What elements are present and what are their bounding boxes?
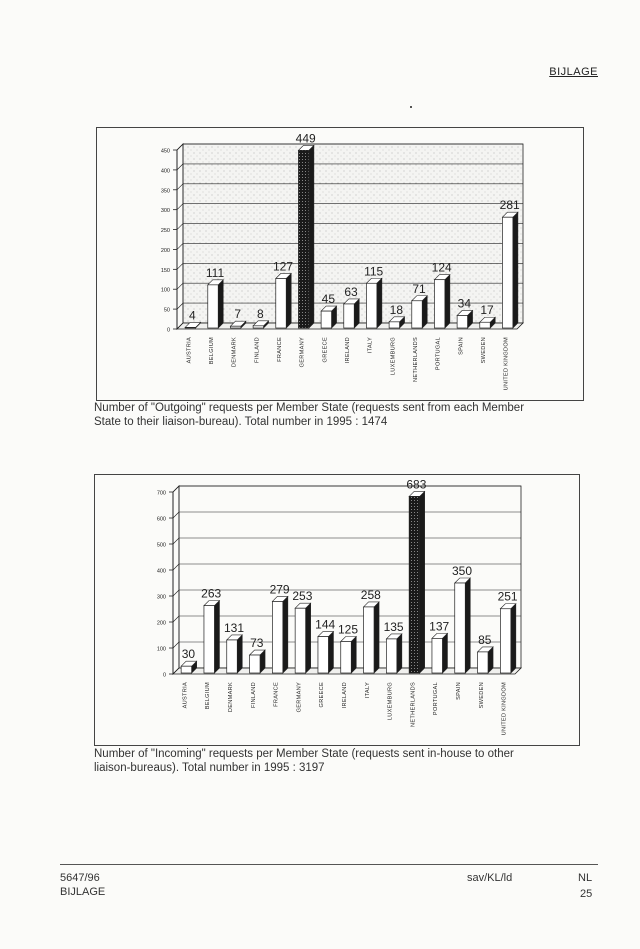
- gridline-diagonal: [177, 303, 183, 309]
- y-tick-label: 200: [160, 247, 170, 254]
- data-label: 350: [451, 564, 473, 578]
- gridline-diagonal: [177, 184, 183, 190]
- gridline-diagonal: [173, 616, 179, 622]
- bar: [480, 322, 490, 328]
- data-label: 258: [360, 587, 381, 602]
- bar: [366, 283, 376, 328]
- data-label: 144: [315, 617, 336, 632]
- incoming-requests-chart: [94, 474, 580, 746]
- bar: [253, 326, 263, 328]
- x-category-label: BELGIUM: [205, 682, 212, 710]
- bar-side: [237, 635, 242, 673]
- y-tick-label: 100: [156, 646, 166, 653]
- incoming-chart-svg: [95, 475, 579, 745]
- gridline-diagonal: [177, 263, 183, 269]
- y-tick-label: 400: [160, 168, 170, 175]
- gridline-diagonal: [173, 642, 179, 648]
- x-category-label: DENMARK: [231, 337, 238, 368]
- outgoing-caption-text: State to their liaison-bureau). Total number in 1995 :: [94, 416, 362, 428]
- x-category-label: ITALY: [367, 337, 374, 354]
- bar: [321, 311, 331, 328]
- bar-side: [351, 637, 356, 674]
- x-category-label: NETHERLANDS: [410, 682, 417, 727]
- bar: [181, 666, 191, 673]
- x-category-label: LUXEMBURG: [387, 682, 394, 721]
- data-label: 63: [344, 284, 358, 299]
- data-label: 85: [478, 632, 492, 647]
- bar: [434, 280, 444, 328]
- data-label: 137: [429, 619, 450, 634]
- data-label: 115: [364, 264, 384, 279]
- bar-side: [397, 634, 402, 673]
- bar-side: [214, 601, 219, 673]
- data-label: 45: [321, 292, 336, 307]
- outgoing-chart-svg: [97, 128, 583, 400]
- data-label: 683: [406, 477, 427, 492]
- y-tick-label: 450: [160, 148, 170, 155]
- data-label: 135: [383, 619, 404, 634]
- chart-side-wall: [177, 144, 183, 329]
- outgoing-chart-caption: [94, 401, 594, 429]
- data-label: 18: [389, 302, 404, 317]
- bar-side: [328, 632, 333, 673]
- bar: [457, 315, 467, 328]
- x-category-label: SWEDEN: [478, 682, 485, 709]
- bar: [295, 608, 305, 673]
- data-label: 131: [223, 620, 245, 635]
- annex-header: BIJLAGE: [549, 66, 598, 78]
- y-tick-label: 400: [156, 568, 166, 575]
- y-tick-label: 250: [160, 228, 170, 235]
- data-label: 71: [412, 281, 426, 296]
- bar-side: [465, 578, 470, 673]
- footer-rule: [60, 864, 598, 865]
- gridline-diagonal: [177, 164, 183, 170]
- data-label: 30: [181, 647, 196, 662]
- x-category-label: DENMARK: [228, 682, 234, 713]
- x-category-label: AUSTRIA: [182, 682, 189, 709]
- x-category-label: NETHERLANDS: [413, 337, 419, 382]
- data-label: 449: [295, 131, 316, 146]
- bar-side: [374, 602, 379, 673]
- bar-side: [420, 491, 425, 673]
- data-label: 281: [499, 198, 520, 213]
- gridline-diagonal: [173, 486, 179, 492]
- gridline-diagonal: [177, 224, 183, 230]
- x-category-label: LUXEMBURG: [390, 337, 397, 376]
- footer-reference: sav/KL/ld: [467, 872, 513, 884]
- bar-side: [513, 212, 518, 328]
- bar-side: [377, 278, 382, 328]
- gridline-diagonal: [173, 590, 179, 596]
- x-category-label: SPAIN: [458, 337, 465, 355]
- data-label: 127: [272, 259, 294, 274]
- x-category-label: IRELAND: [345, 337, 351, 364]
- bar: [298, 150, 308, 328]
- outgoing-caption-line1: Number of "Outgoing" requests per Member State (requests sent from each Member: [94, 402, 525, 414]
- gridline-diagonal: [177, 144, 183, 150]
- bar: [502, 217, 512, 328]
- x-category-label: GREECE: [322, 337, 329, 363]
- y-tick-label: 150: [160, 267, 170, 274]
- data-label: 73: [250, 636, 264, 651]
- y-tick-label: 600: [156, 516, 166, 523]
- speck-mark: [410, 106, 412, 108]
- footer-doc-number: 5647/96: [60, 872, 100, 884]
- bar: [230, 326, 240, 328]
- x-category-label: SPAIN: [456, 682, 462, 700]
- data-label: 4: [188, 308, 196, 323]
- outgoing-caption-total: 1474: [361, 416, 388, 428]
- gridline-diagonal: [173, 512, 179, 518]
- bar: [364, 607, 374, 673]
- x-category-label: BELGIUM: [209, 337, 215, 365]
- bar: [389, 322, 399, 328]
- x-category-label: PORTUGAL: [433, 682, 440, 716]
- bar: [344, 304, 354, 328]
- outgoing-caption-line2: [94, 415, 594, 429]
- y-tick-label: 0: [166, 327, 170, 334]
- bar: [478, 652, 488, 673]
- data-label: 253: [292, 589, 313, 604]
- x-category-label: UNITED KINGDOM: [501, 682, 508, 736]
- bar: [276, 278, 286, 328]
- incoming-caption-line2: [94, 761, 594, 775]
- bar-side: [442, 633, 447, 673]
- x-category-label: ITALY: [364, 682, 371, 699]
- footer-page-number: 25: [580, 888, 593, 900]
- bar: [250, 655, 260, 673]
- bar: [272, 601, 282, 673]
- y-tick-label: 500: [156, 542, 166, 549]
- x-category-label: UNITED KINGDOM: [503, 337, 510, 391]
- y-tick-label: 300: [160, 208, 170, 215]
- bar-side: [309, 145, 314, 328]
- gridline-diagonal: [173, 538, 179, 544]
- y-tick-label: 700: [156, 490, 166, 497]
- x-category-label: GERMANY: [296, 682, 303, 713]
- y-tick-label: 50: [163, 307, 170, 314]
- x-category-label: PORTUGAL: [435, 337, 442, 371]
- data-label: 111: [205, 265, 225, 280]
- x-category-label: FINLAND: [250, 682, 257, 709]
- x-category-label: FRANCE: [273, 682, 280, 707]
- data-label: 263: [201, 586, 222, 601]
- x-category-label: SWEDEN: [481, 337, 487, 364]
- bar-side: [283, 596, 288, 673]
- x-category-label: GERMANY: [299, 337, 306, 368]
- data-label: 34: [457, 296, 472, 311]
- bar: [412, 301, 422, 328]
- x-category-label: FINLAND: [254, 337, 261, 364]
- incoming-caption-line1: Number of "Incoming" requests per Member State (requests sent in-house to other: [94, 748, 514, 760]
- data-label: 124: [431, 260, 452, 275]
- bar: [341, 642, 351, 674]
- incoming-caption-total: 3197: [299, 762, 325, 774]
- bar: [432, 638, 442, 673]
- bar-side: [306, 603, 311, 673]
- bar: [204, 606, 214, 673]
- bar: [386, 639, 396, 673]
- chart-side-wall: [173, 486, 179, 674]
- bar-side: [422, 296, 427, 328]
- y-tick-label: 100: [160, 287, 170, 294]
- y-tick-label: 350: [160, 188, 170, 195]
- x-category-label: GREECE: [319, 682, 326, 708]
- bar: [185, 327, 195, 328]
- bar: [318, 637, 328, 673]
- y-tick-label: 0: [162, 672, 166, 679]
- bar: [208, 285, 218, 328]
- data-label: 125: [337, 622, 359, 637]
- gridline-diagonal: [177, 283, 183, 289]
- incoming-chart-caption: [94, 747, 594, 775]
- x-category-label: IRELAND: [342, 682, 348, 709]
- x-category-label: FRANCE: [277, 337, 283, 362]
- gridline-diagonal: [173, 564, 179, 570]
- footer-annex: BIJLAGE: [60, 886, 106, 898]
- bar: [409, 496, 419, 673]
- incoming-caption-text: liaison-bureaus). Total number in 1995 :: [94, 762, 299, 774]
- bar-side: [286, 273, 291, 328]
- bar: [455, 583, 465, 673]
- data-label: 17: [480, 303, 494, 318]
- bar: [500, 609, 510, 673]
- data-label: 251: [497, 589, 518, 604]
- bar-side: [511, 604, 516, 673]
- data-label: 279: [269, 582, 290, 597]
- bar-side: [218, 280, 223, 328]
- x-category-label: AUSTRIA: [186, 337, 193, 364]
- gridline-diagonal: [177, 243, 183, 249]
- y-tick-label: 200: [156, 620, 166, 627]
- y-tick-label: 300: [156, 594, 166, 601]
- data-label: 8: [256, 306, 264, 321]
- data-label: 7: [234, 307, 242, 322]
- bar-side: [445, 275, 450, 328]
- bar: [227, 640, 237, 673]
- outgoing-requests-chart: [96, 127, 584, 401]
- gridline-diagonal: [177, 204, 183, 210]
- footer-language: NL: [578, 872, 593, 884]
